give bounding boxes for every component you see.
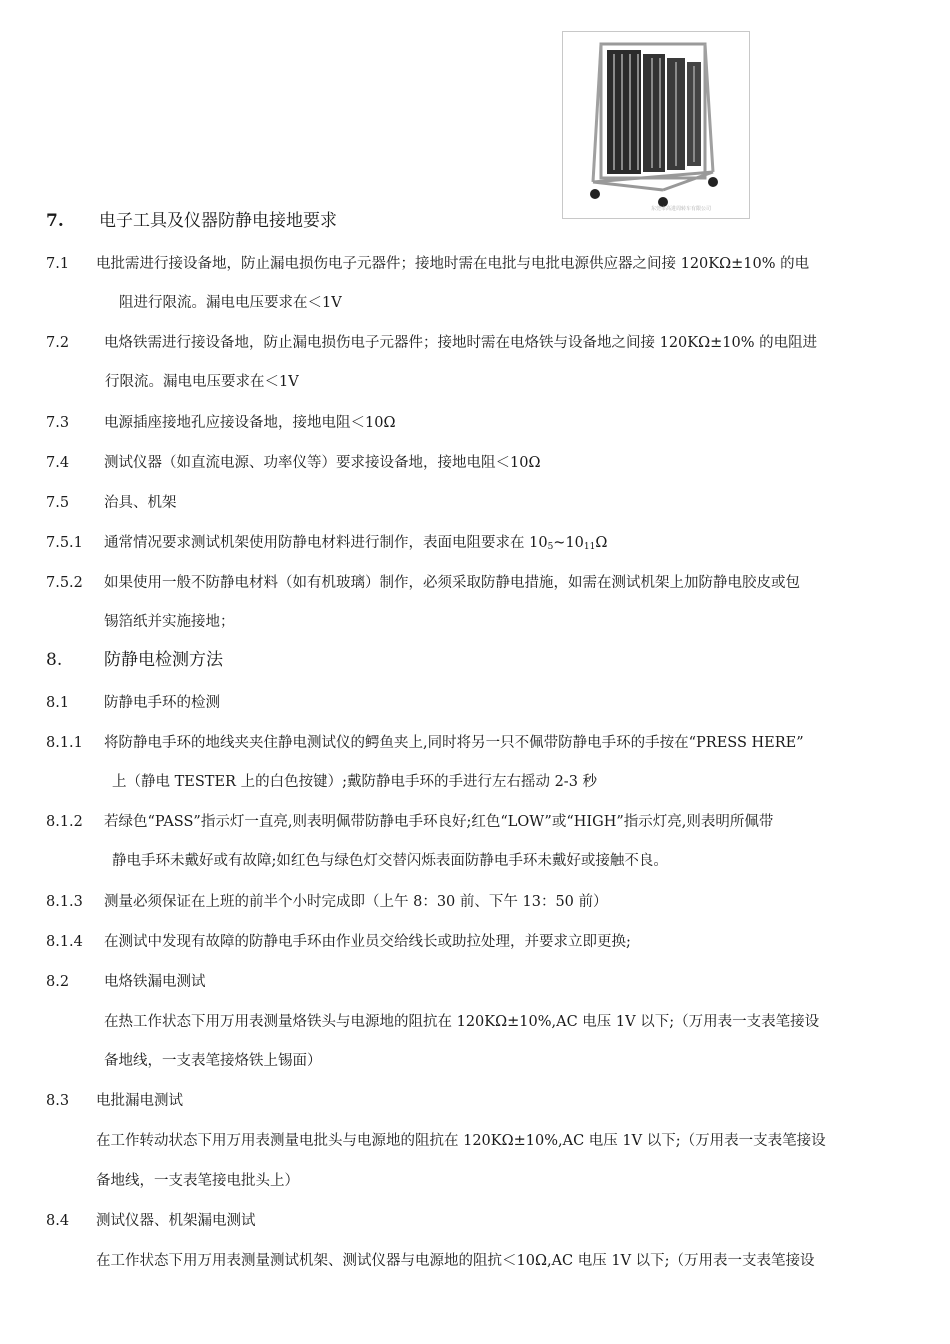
item-number: 8.1.1 xyxy=(46,735,83,751)
esd-cart-photo xyxy=(562,31,750,219)
item-text-cont: 在工作转动状态下用万用表测量电批头与电源地的阻抗在 120KΩ±10%,AC 电压 1V 以下;（万用表一支表笔接设 xyxy=(96,1133,826,1149)
section-title: 电子工具及仪器防静电接地要求 xyxy=(99,211,337,231)
esd-rack-cart-image xyxy=(563,32,749,218)
item-number: 8.1.4 xyxy=(46,934,83,950)
item-text-cont: 行限流。漏电电压要求在＜1V xyxy=(105,374,299,390)
item-text: 治具、机架 xyxy=(104,495,177,511)
item-text: 电源插座接地孔应接设备地，接地电阻＜10Ω xyxy=(104,415,396,431)
item-number: 8.1 xyxy=(46,695,70,711)
item-text-cont: 上（静电 TESTER 上的白色按键）;戴防静电手环的手进行左右摇动 2-3 秒 xyxy=(112,774,598,790)
item-text-cont: 静电手环未戴好或有故障;如红色与绿色灯交替闪烁表面防静电手环未戴好或接触不良。 xyxy=(112,853,668,869)
item-number: 7.3 xyxy=(46,415,70,431)
item-text-cont: 锡箔纸并实施接地； xyxy=(104,614,235,630)
item-text: 电批漏电测试 xyxy=(96,1093,183,1109)
resistance-range-sep: ~10 xyxy=(553,535,584,551)
item-number: 8.2 xyxy=(46,974,70,990)
item-number: 8.4 xyxy=(46,1213,70,1229)
item-number: 7.2 xyxy=(46,335,70,351)
item-number: 7.1 xyxy=(46,256,70,272)
item-number: 8.1.3 xyxy=(46,894,83,910)
item-text: 将防静电手环的地线夹夹住静电测试仪的鳄鱼夹上,同时将另一只不佩带防静电手环的手按在“PRESS HERE” xyxy=(104,735,804,751)
item-text-cont: 备地线，一支表笔接电批头上） xyxy=(96,1173,299,1189)
item-number: 7.5.1 xyxy=(46,535,83,551)
item-text: 如果使用一般不防静电材料（如有机玻璃）制作，必须采取防静电措施，如需在测试机架上加防静电胶皮或包 xyxy=(104,575,800,591)
section-number: 8. xyxy=(46,650,63,670)
item-number: 8.1.2 xyxy=(46,814,83,830)
item-text: 电烙铁需进行接设备地，防止漏电损伤电子元器件；接地时需在电烙铁与设备地之间接 120KΩ±10% 的电阻进 xyxy=(104,335,818,351)
item-number: 8.3 xyxy=(46,1093,70,1109)
item-text xyxy=(104,533,607,557)
item-number: 7.5.2 xyxy=(46,575,83,591)
item-text: 测试仪器（如直流电源、功率仪等）要求接设备地，接地电阻＜10Ω xyxy=(104,455,541,471)
item-text-cont: 备地线，一支表笔接烙铁上锡面） xyxy=(104,1053,322,1069)
item-text: 若绿色“PASS”指示灯一直亮,则表明佩带防静电手环良好;红色“LOW”或“HIGH”指示灯亮,则表明所佩带 xyxy=(104,814,774,830)
item-text-cont: 在工作状态下用万用表测量测试机架、测试仪器与电源地的阻抗＜10Ω,AC 电压 1V 以下;（万用表一支表笔接设 xyxy=(96,1253,815,1269)
exponent-low: 5 xyxy=(547,542,554,552)
section-number: 7. xyxy=(46,211,64,231)
item-text: 测量必须保证在上班的前半个小时完成即（上午 8：30 前、下午 13：50 前） xyxy=(104,894,608,910)
item-number: 7.5 xyxy=(46,495,70,511)
item-text: 电烙铁漏电测试 xyxy=(104,974,206,990)
item-text: 电批需进行接设备地，防止漏电损伤电子元器件；接地时需在电批与电批电源供应器之间接 120KΩ±10% 的电 xyxy=(96,256,810,272)
image-caption: 东莞市高进周转车有限公司 xyxy=(650,206,711,212)
section-title: 防静电检测方法 xyxy=(104,650,223,670)
item-text-cont: 阻进行限流。漏电电压要求在＜1V xyxy=(119,295,342,311)
item-text: 在测试中发现有故障的防静电手环由作业员交给线长或助拉处理，并要求立即更换; xyxy=(104,934,631,950)
item-text: 防静电手环的检测 xyxy=(104,695,220,711)
item-number: 7.4 xyxy=(46,455,70,471)
ohm-unit: Ω xyxy=(595,535,608,551)
exponent-high: 11 xyxy=(583,542,596,552)
item-text-cont: 在热工作状态下用万用表测量烙铁头与电源地的阻抗在 120KΩ±10%,AC 电压 1V 以下;（万用表一支表笔接设 xyxy=(104,1014,820,1030)
resistance-text: 通常情况要求测试机架使用防静电材料进行制作，表面电阻要求在 10 xyxy=(104,535,548,551)
item-text: 测试仪器、机架漏电测试 xyxy=(96,1213,256,1229)
